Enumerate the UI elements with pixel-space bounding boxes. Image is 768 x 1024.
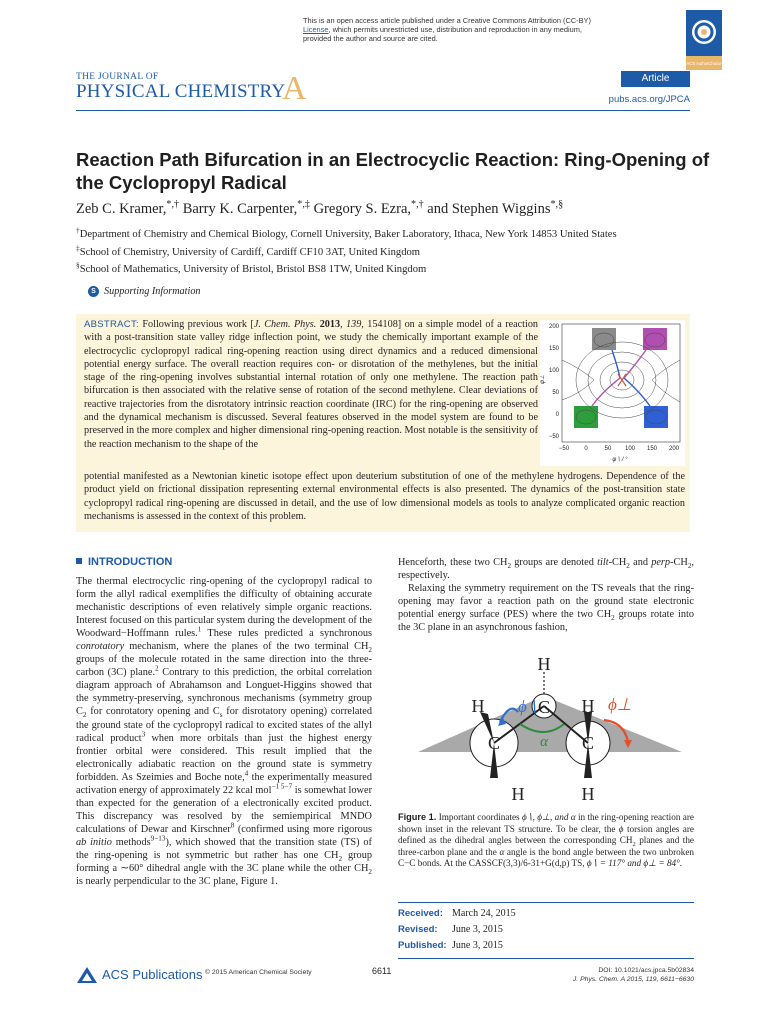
open-access-notice — [303, 16, 673, 44]
license-link[interactable]: License — [303, 25, 329, 35]
introduction-paragraph: The thermal electrocyclic ring-opening of the cyclopropyl radical to form the allyl radical exemplifies the difficulty of obtaining accurate mechanistic descriptions of even relatively simple organic reactions. Interest focused on this particular system during the development of the Woodward−Hoffmann rules.$^1$ These rules predicted a synchronous conrotatory mechanism, where the planes of the two terminal $CH_2$ groups of the molecule rotated in the same direction into the three-carbon (3C) plane.$^2$ Contrary to this prediction, the orbital correlation diagram approach of Abrahamson and Longuet-Higgins showed that the symmetry-preserving, synchronous mechanisms (symmetry group $C_2$ for conrotatory opening and $C_s$ for disrotatory opening) correlated the ground state of the cyclopropyl radical to excited states of the allyl radical product$^3$ when more orbitals than just the highest energy frontier orbital were considered. This result implied that the electronically adiabatic reaction on the ground state is symmetry forbidden. As Szeimies and Boche note,$^4$ the experimentally measured activation energy of approximately 22 kcal mol$^{-1 5-7}$ is somewhat lower than expected for the generation of a electronically excited product. This discrepancy was resolved by the semiempirical MNDO calculations of Dewar and Kirschner$^8$ (confirmed using more rigorous ab initio methods$^{9-13}$), which showed that the transition state (TS) of the ring-opening is not symmetric but rather has one $CH_2$ group forming a ∼60° dihedral angle with the 3C plane while the other $CH_2$ is nearly perpendicular to the 3C plane, Figure 1. — [76, 576, 372, 888]
citation-ref[interactable]: 2 — [155, 664, 159, 673]
toc-y-tick: −50 — [548, 434, 559, 440]
doi-citation — [520, 966, 694, 984]
acs-authorchoice-badge[interactable] — [686, 10, 722, 70]
citation-ref[interactable]: −1 5−7 — [271, 782, 293, 791]
oa-notice-line: , which permits unrestricted use, distribution and reproduction in any medium, — [328, 25, 582, 35]
fig1-alpha-label: α — [540, 734, 548, 750]
fig1-atom-h-right: H — [581, 696, 595, 716]
affiliation-mark: § — [76, 260, 80, 270]
header-rule — [76, 110, 690, 111]
affiliation-text: School of Mathematics, University of Bristol, Bristol BS8 1TW, United Kingdom — [79, 264, 427, 275]
toc-x-tick: 100 — [624, 446, 636, 452]
section-square-icon — [76, 558, 82, 564]
journal-url-link[interactable]: pubs.acs.org/JPCA — [608, 94, 690, 105]
abstract-ref-page: , 154108] — [361, 319, 402, 330]
journal-logo-main: PHYSICAL CHEMISTRY — [76, 81, 286, 102]
fig1-atom-h-left: H — [471, 696, 485, 716]
citation-ref[interactable]: 4 — [244, 769, 249, 778]
supporting-info-link[interactable] — [88, 286, 201, 297]
author-name[interactable]: and Stephen Wiggins — [423, 201, 551, 217]
author-name[interactable]: Zeb C. Kramer, — [76, 201, 167, 217]
affiliation-text: School of Chemistry, University of Cardiff, Cardiff CF10 3AT, United Kingdom — [79, 247, 421, 258]
abstract-ref-year: 2013 — [316, 319, 341, 330]
toc-y-tick: 0 — [555, 412, 559, 418]
fig1-atom-c-right: C — [581, 733, 595, 753]
affiliation-text: Department of Chemistry and Chemical Biology, Cornell University, Baker Laboratory, Ithaca, New York 14853 United States — [79, 229, 617, 240]
fig1-atom-c-top: C — [537, 697, 551, 717]
author-mark: *,‡ — [297, 199, 310, 211]
affiliation-2 — [76, 243, 716, 259]
badge-text: ACS AuthorChoice — [686, 61, 722, 66]
supporting-info-label: Supporting Information — [104, 286, 201, 297]
author-mark: *,† — [166, 199, 180, 211]
affiliation-3 — [76, 260, 716, 276]
toc-x-tick: −50 — [558, 446, 570, 452]
abstract-ref: Following previous work [ — [138, 319, 254, 330]
toc-y-tick: 50 — [552, 390, 559, 396]
journal-citation: J. Phys. Chem. A 2015, 119, 6611−6630 — [572, 976, 694, 983]
toc-y-tick: 200 — [548, 324, 559, 330]
date-value: June 3, 2015 — [452, 924, 503, 935]
dates-rule-bottom — [398, 958, 694, 959]
date-label: Received: — [398, 908, 443, 919]
date-published — [398, 938, 516, 954]
oa-notice-line: provided the author and source are cited. — [303, 34, 438, 44]
acs-authorchoice-icon — [686, 10, 722, 70]
date-received — [398, 906, 516, 922]
author-name[interactable]: Gregory S. Ezra, — [309, 201, 411, 217]
citation-ref[interactable]: 8 — [230, 821, 235, 830]
figure-1 — [398, 650, 694, 810]
toc-x-tick: 150 — [646, 446, 658, 452]
acs-publications-text: ACS Publications — [102, 967, 203, 982]
abstract-body: on a simple model of a reaction with a post-transition state valley ridge inflection point, we study the chemically important example of the electrocyclic cyclopropyl radical ring-opening reaction using direct dynamics and a reduced dimensional potential energy surface. The overall reaction requires con- or disrotation of the methylenes, but the initial stage of the ring-opening involves substantial internal rotation of only one methylene. The reaction path bifurcation is then associated with the relative sense of rotation of the second methylene. Clear deviations of reactive trajectories from the disrotatory intrinsic reaction coordinate (IRC) for the ring-opening are observed and the dynamical mechanism is discussed. Several features observed in the model system are found to be preserved in the more complex and higher dimensional ring-opening reaction. Most notable is the sensitivity of the reaction mechanism to the shape of the — [84, 319, 539, 450]
acs-publications-logo[interactable] — [76, 966, 203, 989]
publication-dates — [398, 906, 516, 954]
abstract-ref-journal[interactable]: J. Chem. Phys. — [253, 319, 317, 330]
fig1-phi-perp-label: ϕ⊥ — [608, 695, 632, 714]
abstract-text — [84, 318, 538, 451]
affiliation-mark: ‡ — [76, 243, 80, 253]
toc-x-tick: 50 — [604, 446, 612, 452]
author-list — [76, 200, 716, 218]
figure-1-caption: Figure 1. Important coordinates ϕ∖, ϕ⊥, and α in the ring-opening reaction are shown inset in the relevant TS structure. To be clear, the ϕ torsion angles are defined as the dihedral angles between the corresponding $CH_2$ planes and the three-carbon plane and the α angle is the bond angle between the two unbroken C−C bonds. At the CASSCF(3,3)/6-31+G(d,p) TS, ϕ∖ = 117° and ϕ⊥ = 84°. — [398, 812, 694, 869]
article-type-tab: Article — [621, 71, 690, 87]
section-heading-introduction — [76, 556, 172, 568]
toc-y-tick: 100 — [548, 368, 559, 374]
fig1-atom-h-top: H — [537, 654, 551, 674]
citation-ref[interactable]: 9−13 — [150, 834, 166, 843]
right-column-text: Henceforth, these two $CH_2$ groups are denoted tilt-$CH_2$ and perp-$CH_2$, respectively. Relaxing the symmetry requirement on the TS reveals that the ring-opening may favor a reaction path on the ground state electronic potential energy surface (PES) where the two $CH_2$ groups rotate into the 3C plane in an asynchronous fashion, — [398, 557, 694, 634]
dates-rule — [398, 902, 694, 903]
author-mark: *,† — [411, 199, 424, 211]
abstract-label: ABSTRACT: — [84, 319, 139, 330]
abstract-text-continued: potential manifested as a Newtonian kinetic isotope effect upon deuterium substitution of one of the methylene hydrogens. Dependence of the product yield on frictional dissipation representing external environmental effects is also presented. The dynamics of the post-transition state cyclopropyl radical ring-opening are discussed in detail, and the use of low dimensional models as tools to analyze complicated organic reaction mechanisms is assessed in the context of this problem. — [84, 471, 685, 522]
date-revised — [398, 922, 516, 938]
section-heading-label: INTRODUCTION — [88, 556, 173, 568]
author-name[interactable]: Barry K. Carpenter, — [179, 201, 298, 217]
date-label: Published: — [398, 940, 447, 951]
fig1-atom-h-bottom-right: H — [581, 784, 595, 804]
toc-x-tick: 200 — [668, 446, 680, 452]
oa-notice-line: This is an open access article published under a Creative Commons Attribution (CC-BY) — [303, 16, 591, 25]
journal-logo[interactable] — [76, 72, 285, 102]
toc-graphic — [540, 320, 685, 466]
acs-logo-icon — [76, 966, 98, 984]
toc-x-tick: 0 — [584, 446, 588, 452]
doi-link[interactable]: DOI: 10.1021/acs.jpca.5b02834 — [598, 967, 694, 974]
toc-x-label: φ∖ / ° — [612, 457, 628, 463]
toc-y-tick: 150 — [548, 346, 559, 352]
copyright: © 2015 American Chemical Society — [205, 969, 312, 976]
fig1-atom-h-bottom-left: H — [511, 784, 525, 804]
supporting-info-icon: S — [88, 286, 99, 297]
article-title: Reaction Path Bifurcation in an Electrocyclic Reaction: Ring-Opening of the Cyclopropyl Radical — [76, 149, 710, 193]
date-label: Revised: — [398, 924, 438, 935]
journal-logo-top: THE JOURNAL OF — [76, 72, 159, 82]
page-number: 6611 — [372, 966, 392, 976]
toc-y-label: φ⊥ — [540, 374, 546, 384]
fig1-phi-tilt-label: ϕ∖ — [518, 697, 538, 716]
author-mark: *,§ — [550, 199, 564, 211]
date-value: March 24, 2015 — [452, 908, 516, 919]
fig1-atom-c-left: C — [487, 733, 501, 753]
abstract-ref-volume: , 139 — [340, 319, 362, 330]
affiliation-mark: † — [76, 225, 80, 235]
affiliation-1 — [76, 225, 716, 241]
citation-ref[interactable]: 3 — [141, 730, 146, 739]
figure-caption-label: Figure 1. — [398, 812, 437, 822]
citation-ref[interactable]: 1 — [197, 625, 202, 634]
journal-logo-letter: A — [282, 70, 307, 107]
date-value: June 3, 2015 — [452, 940, 503, 951]
